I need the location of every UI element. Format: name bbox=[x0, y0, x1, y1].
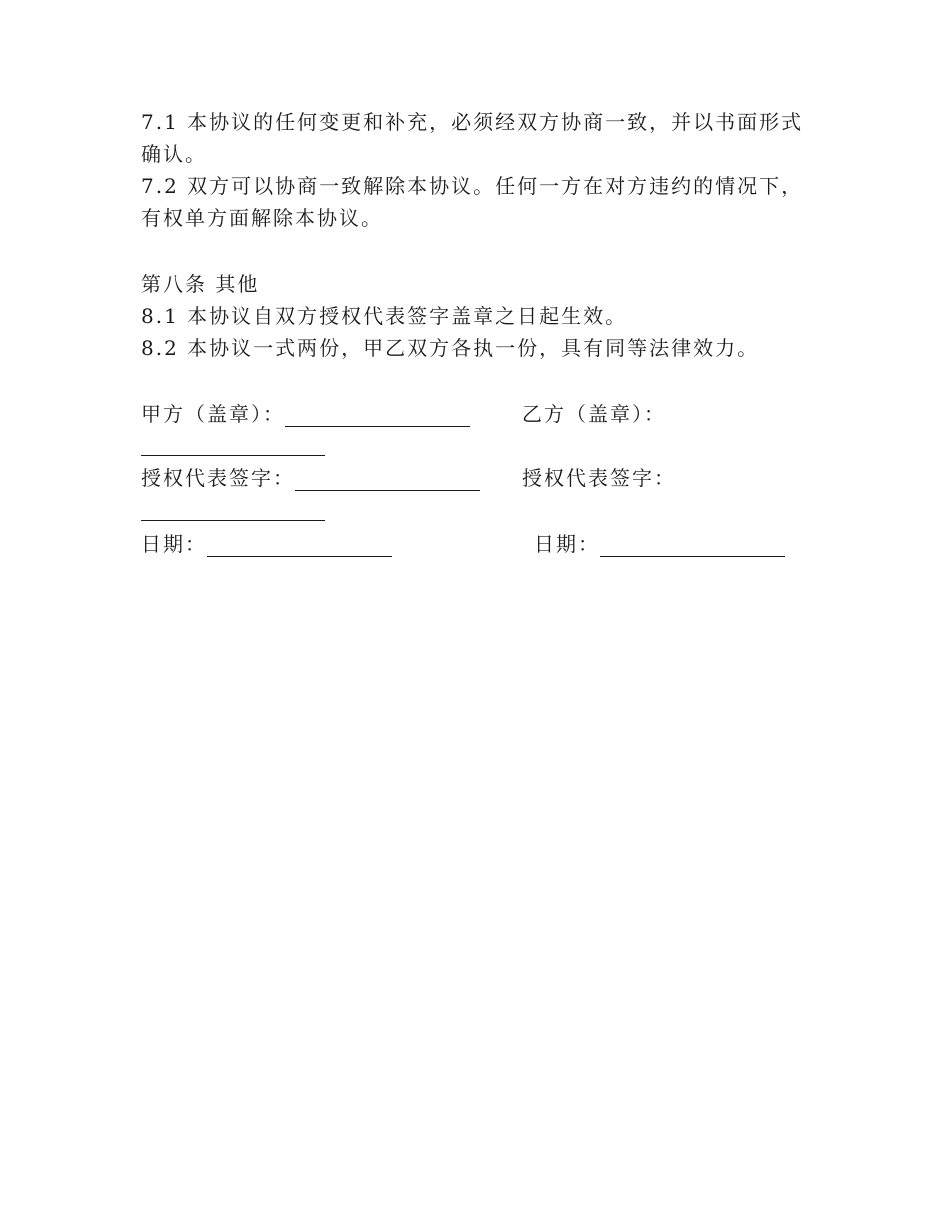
paragraph-spacer bbox=[141, 234, 821, 268]
party-b-date-blank[interactable] bbox=[600, 536, 785, 557]
clause-7-1: 7.1 本协议的任何变更和补充，必须经双方协商一致，并以书面形式确认。 bbox=[141, 110, 804, 166]
party-b-rep-row bbox=[522, 462, 676, 494]
clause-8-1: 8.1 本协议自双方授权代表签字盖章之日起生效。 bbox=[141, 304, 628, 328]
party-a-date-blank[interactable] bbox=[207, 536, 392, 557]
party-a-seal-label: 甲方（盖章）： bbox=[141, 402, 285, 426]
document-body bbox=[141, 106, 821, 364]
party-b-rep-blank[interactable] bbox=[141, 520, 325, 521]
clause-7-2: 7.2 双方可以协商一致解除本协议。任何一方在对方违约的情况下，有权单方面解除本协议。 bbox=[141, 174, 804, 230]
party-b-seal-blank[interactable] bbox=[141, 455, 325, 456]
party-b-rep-label: 授权代表签字： bbox=[522, 466, 676, 490]
party-b-seal-label: 乙方（盖章）： bbox=[522, 402, 666, 426]
party-a-rep-blank[interactable] bbox=[295, 470, 480, 491]
party-b-date-label: 日期： bbox=[534, 532, 600, 556]
party-b-date-row bbox=[534, 528, 785, 560]
party-a-seal-blank[interactable] bbox=[285, 406, 470, 427]
party-a-seal-row bbox=[141, 398, 470, 430]
clause-8-2: 8.2 本协议一式两份，甲乙双方各执一份，具有同等法律效力。 bbox=[141, 336, 760, 360]
party-a-rep-label: 授权代表签字： bbox=[141, 466, 295, 490]
party-b-seal-row bbox=[522, 398, 666, 430]
article-8-title: 第八条 其他 bbox=[141, 272, 260, 296]
party-a-date-label: 日期： bbox=[141, 532, 207, 556]
party-a-date-row bbox=[141, 528, 392, 560]
party-a-rep-row bbox=[141, 462, 480, 494]
